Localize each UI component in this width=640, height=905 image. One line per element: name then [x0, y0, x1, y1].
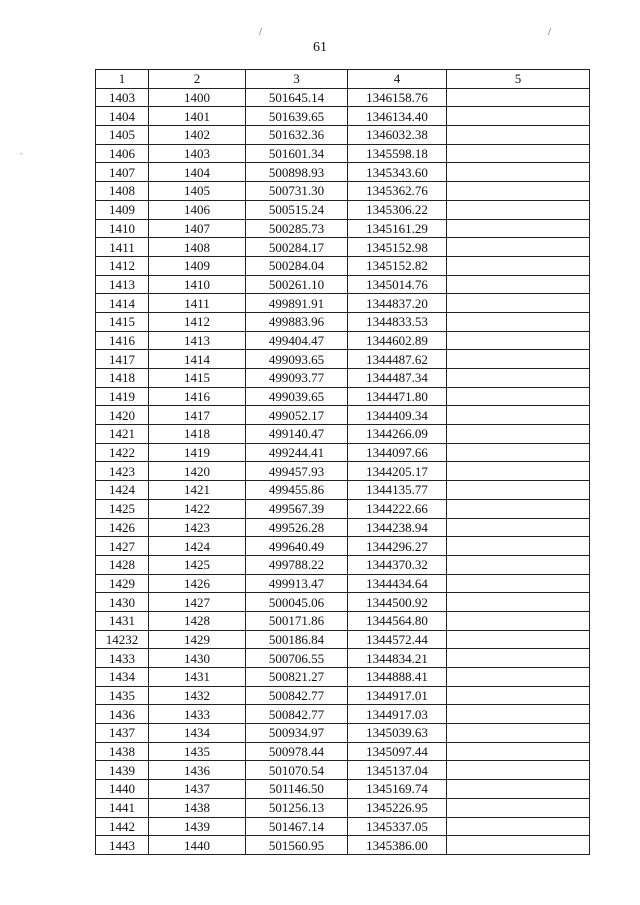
table-cell: 1438 — [96, 742, 149, 761]
table-cell: 500284.17 — [246, 238, 348, 257]
table-cell — [447, 443, 590, 462]
table-row — [96, 555, 590, 574]
table-cell: 1416 — [149, 387, 246, 406]
table-cell — [447, 518, 590, 537]
table-cell: 1408 — [149, 238, 246, 257]
table-cell: 500898.93 — [246, 163, 348, 182]
coordinates-table — [95, 69, 590, 855]
table-cell: 1345152.98 — [348, 238, 447, 257]
table-cell — [447, 537, 590, 556]
table-cell: 499140.47 — [246, 425, 348, 444]
table-cell — [447, 126, 590, 145]
table-cell: 1429 — [96, 574, 149, 593]
table-cell: 1418 — [149, 425, 246, 444]
table-cell: 499567.39 — [246, 499, 348, 518]
table-cell: 1344487.34 — [348, 369, 447, 388]
table-cell — [447, 312, 590, 331]
table-cell: 499913.47 — [246, 574, 348, 593]
table-cell: 1418 — [96, 369, 149, 388]
table-row — [96, 126, 590, 145]
table-row — [96, 724, 590, 743]
table-cell: 1424 — [149, 537, 246, 556]
page-number: 61 — [313, 40, 327, 55]
column-header: 4 — [348, 70, 447, 89]
column-header: 2 — [149, 70, 246, 89]
table-cell: 1345039.63 — [348, 724, 447, 743]
table-cell: 1345169.74 — [348, 780, 447, 799]
table-cell: 1344434.64 — [348, 574, 447, 593]
table-row — [96, 275, 590, 294]
table-cell: 1345014.76 — [348, 275, 447, 294]
table-cell: 1410 — [149, 275, 246, 294]
scan-mark-left: / — [259, 26, 263, 38]
table-cell: 1344833.53 — [348, 312, 447, 331]
table-cell: 1439 — [96, 761, 149, 780]
table-row — [96, 144, 590, 163]
table-cell: 1346158.76 — [348, 88, 447, 107]
table-cell: 499883.96 — [246, 312, 348, 331]
table-cell: 500045.06 — [246, 593, 348, 612]
table-cell: 1432 — [149, 686, 246, 705]
table-cell — [447, 256, 590, 275]
table-cell: 1406 — [149, 200, 246, 219]
table-cell: 1430 — [149, 649, 246, 668]
table-cell — [447, 611, 590, 630]
table-cell: 501256.13 — [246, 798, 348, 817]
table-cell: 1344205.17 — [348, 462, 447, 481]
table-cell: 1425 — [149, 555, 246, 574]
table-cell: 499093.65 — [246, 350, 348, 369]
table-cell: 1402 — [149, 126, 246, 145]
table-cell: 1428 — [96, 555, 149, 574]
table-cell: 1345362.76 — [348, 182, 447, 201]
table-cell: 500934.97 — [246, 724, 348, 743]
table-cell: 499404.47 — [246, 331, 348, 350]
table-cell — [447, 780, 590, 799]
table-cell: 1344238.94 — [348, 518, 447, 537]
table-cell: 1406 — [96, 144, 149, 163]
table-cell: 501645.14 — [246, 88, 348, 107]
table-cell: 501632.36 — [246, 126, 348, 145]
table-cell: 1436 — [149, 761, 246, 780]
table-cell — [447, 686, 590, 705]
table-cell: 1411 — [96, 238, 149, 257]
table-cell: 1345161.29 — [348, 219, 447, 238]
table-cell: 1404 — [149, 163, 246, 182]
table-cell: 1403 — [149, 144, 246, 163]
table-row — [96, 481, 590, 500]
table-cell: 1438 — [149, 798, 246, 817]
table-cell: 500842.77 — [246, 686, 348, 705]
table-cell: 1433 — [96, 649, 149, 668]
table-cell: 1420 — [149, 462, 246, 481]
table-cell: 1414 — [149, 350, 246, 369]
table-cell: 1425 — [96, 499, 149, 518]
table-cell: 1344471.80 — [348, 387, 447, 406]
table-row — [96, 537, 590, 556]
table-cell: 1422 — [96, 443, 149, 462]
table-cell: 501639.65 — [246, 107, 348, 126]
table-cell — [447, 200, 590, 219]
table-cell: 499052.17 — [246, 406, 348, 425]
table-cell: 1344296.27 — [348, 537, 447, 556]
table-row — [96, 425, 590, 444]
table-cell — [447, 350, 590, 369]
table-cell — [447, 668, 590, 687]
table-cell: 1344500.92 — [348, 593, 447, 612]
table-cell: 1409 — [96, 200, 149, 219]
table-cell: 1441 — [96, 798, 149, 817]
table-cell: 1345137.04 — [348, 761, 447, 780]
table-cell: 1428 — [149, 611, 246, 630]
table-cell: 1413 — [96, 275, 149, 294]
table-row — [96, 200, 590, 219]
table-cell: 1344487.62 — [348, 350, 447, 369]
table-cell: 500821.27 — [246, 668, 348, 687]
table-row — [96, 256, 590, 275]
table-cell — [447, 163, 590, 182]
table-cell: 1410 — [96, 219, 149, 238]
table-row — [96, 705, 590, 724]
table-row — [96, 761, 590, 780]
table-row — [96, 518, 590, 537]
header-row — [96, 70, 590, 89]
table-row — [96, 686, 590, 705]
table-cell: 1403 — [96, 88, 149, 107]
table-cell — [447, 462, 590, 481]
table-cell: 1345337.05 — [348, 817, 447, 836]
table-row — [96, 817, 590, 836]
table-cell: 1430 — [96, 593, 149, 612]
table-cell: 500706.55 — [246, 649, 348, 668]
table-cell: 1426 — [149, 574, 246, 593]
table-row — [96, 780, 590, 799]
table-cell: 1417 — [149, 406, 246, 425]
table-row — [96, 350, 590, 369]
table-cell: 1405 — [96, 126, 149, 145]
table-cell — [447, 369, 590, 388]
table-body — [96, 88, 590, 854]
scan-mark-margin: - — [20, 149, 23, 158]
table-row — [96, 798, 590, 817]
table-cell — [447, 836, 590, 855]
table-row — [96, 238, 590, 257]
table-cell: 1412 — [149, 312, 246, 331]
table-cell: 499457.93 — [246, 462, 348, 481]
table-cell — [447, 294, 590, 313]
table-cell: 499526.28 — [246, 518, 348, 537]
table-cell: 499093.77 — [246, 369, 348, 388]
table-cell: 1344834.21 — [348, 649, 447, 668]
table-cell: 1344572.44 — [348, 630, 447, 649]
table-cell: 501467.14 — [246, 817, 348, 836]
table-cell: 1413 — [149, 331, 246, 350]
table-cell: 1344222.66 — [348, 499, 447, 518]
table-cell: 1440 — [96, 780, 149, 799]
table-cell — [447, 219, 590, 238]
table-cell — [447, 649, 590, 668]
table-row — [96, 331, 590, 350]
table-cell — [447, 88, 590, 107]
table-cell — [447, 107, 590, 126]
table-row — [96, 312, 590, 331]
table-cell: 1346032.38 — [348, 126, 447, 145]
table-cell: 1346134.40 — [348, 107, 447, 126]
table-cell: 1422 — [149, 499, 246, 518]
table-cell: 1345226.95 — [348, 798, 447, 817]
table-cell — [447, 705, 590, 724]
table-cell — [447, 182, 590, 201]
table-row — [96, 836, 590, 855]
scan-mark-right: / — [548, 26, 552, 38]
table-cell: 1345152.82 — [348, 256, 447, 275]
table-row — [96, 369, 590, 388]
table-cell: 1344097.66 — [348, 443, 447, 462]
table-row — [96, 630, 590, 649]
table-cell — [447, 724, 590, 743]
table-cell: 1421 — [149, 481, 246, 500]
table-cell: 499640.49 — [246, 537, 348, 556]
table-cell: 1435 — [149, 742, 246, 761]
table-cell: 1407 — [96, 163, 149, 182]
table-cell: 1404 — [96, 107, 149, 126]
table-cell: 500171.86 — [246, 611, 348, 630]
table-cell: 499788.22 — [246, 555, 348, 574]
table-cell: 500285.73 — [246, 219, 348, 238]
table-cell: 1443 — [96, 836, 149, 855]
table-cell: 1344917.03 — [348, 705, 447, 724]
table-cell: 500842.77 — [246, 705, 348, 724]
table-row — [96, 593, 590, 612]
table-cell: 499455.86 — [246, 481, 348, 500]
table-cell: 1431 — [96, 611, 149, 630]
table-row — [96, 668, 590, 687]
table-cell: 1344564.80 — [348, 611, 447, 630]
table-cell: 1344370.32 — [348, 555, 447, 574]
column-header: 1 — [96, 70, 149, 89]
table-cell: 1409 — [149, 256, 246, 275]
table-cell: 1345097.44 — [348, 742, 447, 761]
table-cell: 1437 — [149, 780, 246, 799]
table-cell: 1420 — [96, 406, 149, 425]
table-cell — [447, 238, 590, 257]
table-cell: 1427 — [149, 593, 246, 612]
table-cell: 500731.30 — [246, 182, 348, 201]
table-row — [96, 182, 590, 201]
column-header: 3 — [246, 70, 348, 89]
table-cell: 500284.04 — [246, 256, 348, 275]
table-cell — [447, 499, 590, 518]
table-cell: 1442 — [96, 817, 149, 836]
table-row — [96, 163, 590, 182]
table-cell: 1344266.09 — [348, 425, 447, 444]
table-cell — [447, 144, 590, 163]
table-cell — [447, 817, 590, 836]
table-row — [96, 499, 590, 518]
table-cell: 1419 — [96, 387, 149, 406]
table-cell: 1344888.41 — [348, 668, 447, 687]
table-cell: 1345343.60 — [348, 163, 447, 182]
table-cell: 1400 — [149, 88, 246, 107]
table-cell: 1426 — [96, 518, 149, 537]
table-cell: 499244.41 — [246, 443, 348, 462]
table-cell: 1436 — [96, 705, 149, 724]
table-cell: 1416 — [96, 331, 149, 350]
table-cell: 1405 — [149, 182, 246, 201]
table-cell: 1423 — [96, 462, 149, 481]
table-cell: 1344135.77 — [348, 481, 447, 500]
table-cell: 500515.24 — [246, 200, 348, 219]
column-header: 5 — [447, 70, 590, 89]
table-row — [96, 742, 590, 761]
table-cell — [447, 425, 590, 444]
table-cell: 1344409.34 — [348, 406, 447, 425]
table-cell: 1407 — [149, 219, 246, 238]
table-cell: 500978.44 — [246, 742, 348, 761]
table-row — [96, 649, 590, 668]
table-cell — [447, 761, 590, 780]
table-cell — [447, 555, 590, 574]
table-row — [96, 387, 590, 406]
table-cell: 1435 — [96, 686, 149, 705]
table-cell: 1344602.89 — [348, 331, 447, 350]
table-cell: 1345306.22 — [348, 200, 447, 219]
table-cell: 1415 — [96, 312, 149, 331]
table-cell: 1439 — [149, 817, 246, 836]
table-cell — [447, 574, 590, 593]
table-cell: 500261.10 — [246, 275, 348, 294]
table-cell: 499891.91 — [246, 294, 348, 313]
table-cell: 1417 — [96, 350, 149, 369]
table-cell — [447, 798, 590, 817]
table-row — [96, 462, 590, 481]
table-cell: 501146.50 — [246, 780, 348, 799]
table-cell: 1344837.20 — [348, 294, 447, 313]
table-cell: 1437 — [96, 724, 149, 743]
table-row — [96, 88, 590, 107]
table-cell: 1401 — [149, 107, 246, 126]
table-cell: 1411 — [149, 294, 246, 313]
table-cell: 1431 — [149, 668, 246, 687]
table-row — [96, 574, 590, 593]
table-cell — [447, 481, 590, 500]
table-row — [96, 406, 590, 425]
table-cell: 501601.34 — [246, 144, 348, 163]
table-cell: 500186.84 — [246, 630, 348, 649]
table-cell: 14232 — [96, 630, 149, 649]
table-cell: 1434 — [149, 724, 246, 743]
table-cell: 1433 — [149, 705, 246, 724]
table-cell: 1440 — [149, 836, 246, 855]
table-cell: 499039.65 — [246, 387, 348, 406]
table-cell: 1429 — [149, 630, 246, 649]
table-cell: 1345386.00 — [348, 836, 447, 855]
table-cell: 1412 — [96, 256, 149, 275]
table-row — [96, 294, 590, 313]
table-cell — [447, 387, 590, 406]
table-cell: 1345598.18 — [348, 144, 447, 163]
table-row — [96, 611, 590, 630]
table-row — [96, 443, 590, 462]
table-cell: 1415 — [149, 369, 246, 388]
table-cell: 1344917.01 — [348, 686, 447, 705]
table-cell: 1424 — [96, 481, 149, 500]
table-row — [96, 219, 590, 238]
table-cell: 1427 — [96, 537, 149, 556]
table-cell: 1421 — [96, 425, 149, 444]
table-cell: 1423 — [149, 518, 246, 537]
table-cell: 1414 — [96, 294, 149, 313]
table-cell — [447, 331, 590, 350]
table-cell: 1434 — [96, 668, 149, 687]
table-row — [96, 107, 590, 126]
table-cell — [447, 406, 590, 425]
table-cell — [447, 742, 590, 761]
table-cell — [447, 593, 590, 612]
table-cell: 501560.95 — [246, 836, 348, 855]
table-cell — [447, 630, 590, 649]
table-cell: 1419 — [149, 443, 246, 462]
table-cell: 1408 — [96, 182, 149, 201]
table-cell — [447, 275, 590, 294]
table-cell: 501070.54 — [246, 761, 348, 780]
